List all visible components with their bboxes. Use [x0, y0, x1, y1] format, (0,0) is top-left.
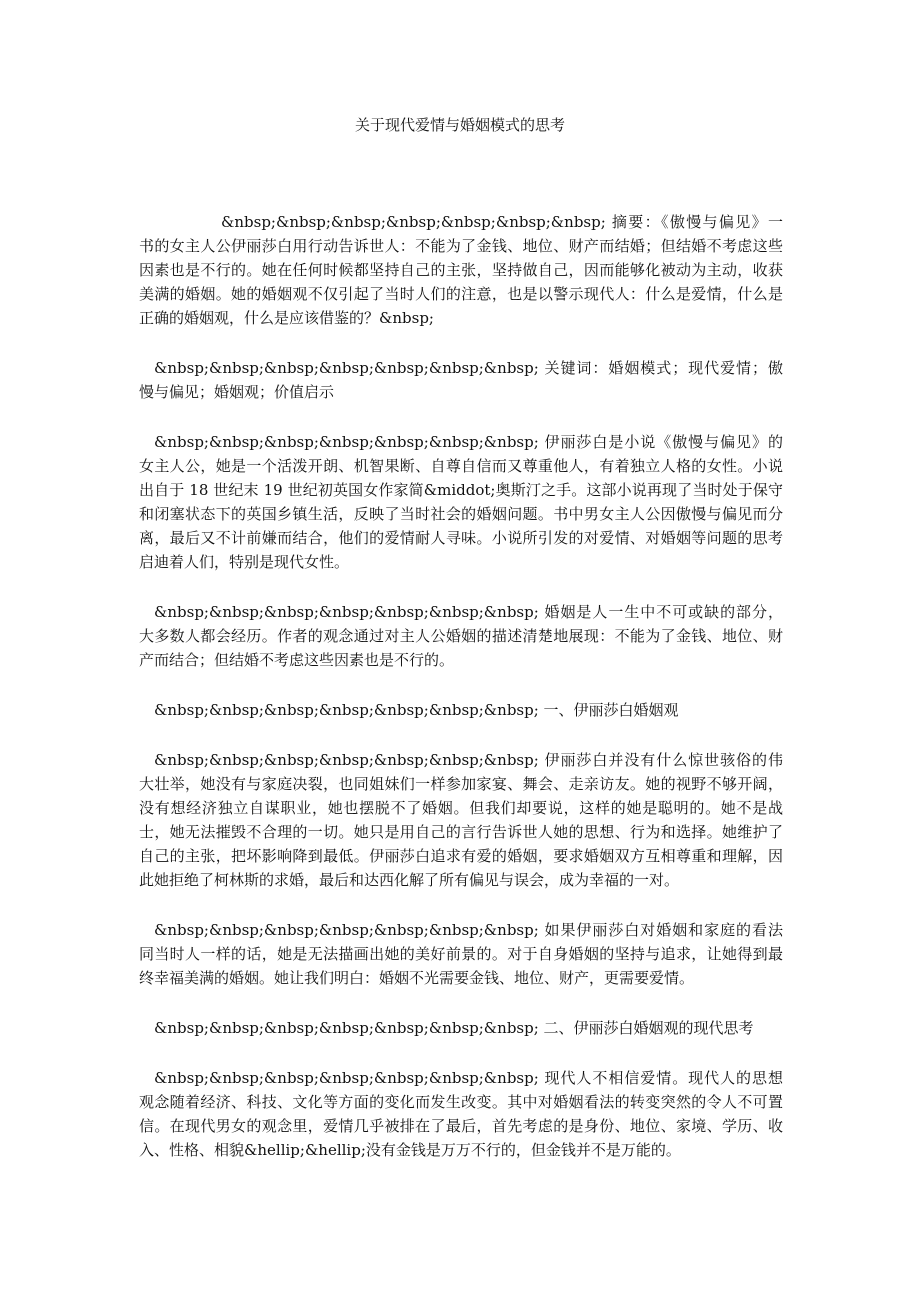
- document-body: [139, 210, 783, 1188]
- document-title: 关于现代爱情与婚姻模式的思考: [354, 116, 565, 134]
- section-heading-2: &nbsp;&nbsp;&nbsp;&nbsp;&nbsp;&nbsp;&nbsp; 二、伊丽莎白婚姻观的现代思考: [154, 1019, 754, 1037]
- intro-paragraph: &nbsp;&nbsp;&nbsp;&nbsp;&nbsp;&nbsp;&nbsp; 伊丽莎白是小说《傲慢与偏见》的女主人公，她是一个活泼开朗、机智果断、自尊自信而又尊重他人，有着独立人格的女性。小说出自于 18 世纪末 19 世纪初英国女作家简&middot;奥斯汀之手。这部小说再现了当时处于保守和闭塞状态下的英国乡镇生活，反映了当时社会的婚姻问题。书中男女主人公因傲慢与偏见而分离，最后又不计前嫌而结合，他们的爱情耐人寻味。小说所引发的对爱情、对婚姻等问题的思考启迪着人们，特别是现代女性。: [139, 433, 783, 571]
- abstract-paragraph: &nbsp;&nbsp;&nbsp;&nbsp;&nbsp;&nbsp;&nbsp; 摘要：《傲慢与偏见》一书的女主人公伊丽莎白用行动告诉世人：不能为了金钱、地位、财产而结婚；但结婚不考虑这些因素也是不行的。她在任何时候都坚持自己的主张，坚持做自己，因而能够化被动为主动，收获美满的婚姻。她的婚姻观不仅引起了当时人们的注意，也是以警示现代人：什么是爱情，什么是正确的婚姻观，什么是应该借鉴的？&nbsp;: [139, 213, 783, 327]
- marriage-paragraph: &nbsp;&nbsp;&nbsp;&nbsp;&nbsp;&nbsp;&nbsp; 婚姻是人一生中不可或缺的部分，大多数人都会经历。作者的观念通过对主人公婚姻的描述清楚地展现：不能为了金钱、地位、财产而结合；但结婚不考虑这些因素也是不行的。: [139, 603, 783, 669]
- section-2-paragraph-1: &nbsp;&nbsp;&nbsp;&nbsp;&nbsp;&nbsp;&nbsp; 现代人不相信爱情。现代人的思想观念随着经济、科技、文化等方面的变化而发生改变。其中对婚姻看法的转变突然的令人不可置信。在现代男女的观念里，爱情几乎被排在了最后，首先考虑的是身份、地位、家境、学历、收入、性格、相貌&hellip;&hellip;没有金钱是万万不行的，但金钱并不是万能的。: [139, 1069, 783, 1159]
- section-heading-1: &nbsp;&nbsp;&nbsp;&nbsp;&nbsp;&nbsp;&nbsp; 一、伊丽莎白婚姻观: [154, 701, 679, 719]
- keywords-paragraph: &nbsp;&nbsp;&nbsp;&nbsp;&nbsp;&nbsp;&nbsp; 关键词：婚姻模式；现代爱情；傲慢与偏见；婚姻观；价值启示: [139, 359, 783, 401]
- section-1-paragraph-2: &nbsp;&nbsp;&nbsp;&nbsp;&nbsp;&nbsp;&nbsp; 如果伊丽莎白对婚姻和家庭的看法同当时人一样的话，她是无法描画出她的美好前景的。对于自身婚姻的坚持与追求，让她得到最终幸福美满的婚姻。她让我们明白：婚姻不光需要金钱、地位、财产，更需要爱情。: [139, 921, 783, 987]
- section-1-paragraph-1: &nbsp;&nbsp;&nbsp;&nbsp;&nbsp;&nbsp;&nbsp; 伊丽莎白并没有什么惊世骇俗的伟大壮举，她没有与家庭决裂，也同姐妹们一样参加家宴、舞会、走亲访友。她的视野不够开阔，没有想经济独立自谋职业，她也摆脱不了婚姻。但我们却要说，这样的她是聪明的。她不是战士，她无法摧毁不合理的一切。她只是用自己的言行告诉世人她的思想、行为和选择。她维护了自己的主张，把坏影响降到最低。伊丽莎白追求有爱的婚姻，要求婚姻双方互相尊重和理解，因此她拒绝了柯林斯的求婚，最后和达西化解了所有偏见与误会，成为幸福的一对。: [139, 751, 783, 889]
